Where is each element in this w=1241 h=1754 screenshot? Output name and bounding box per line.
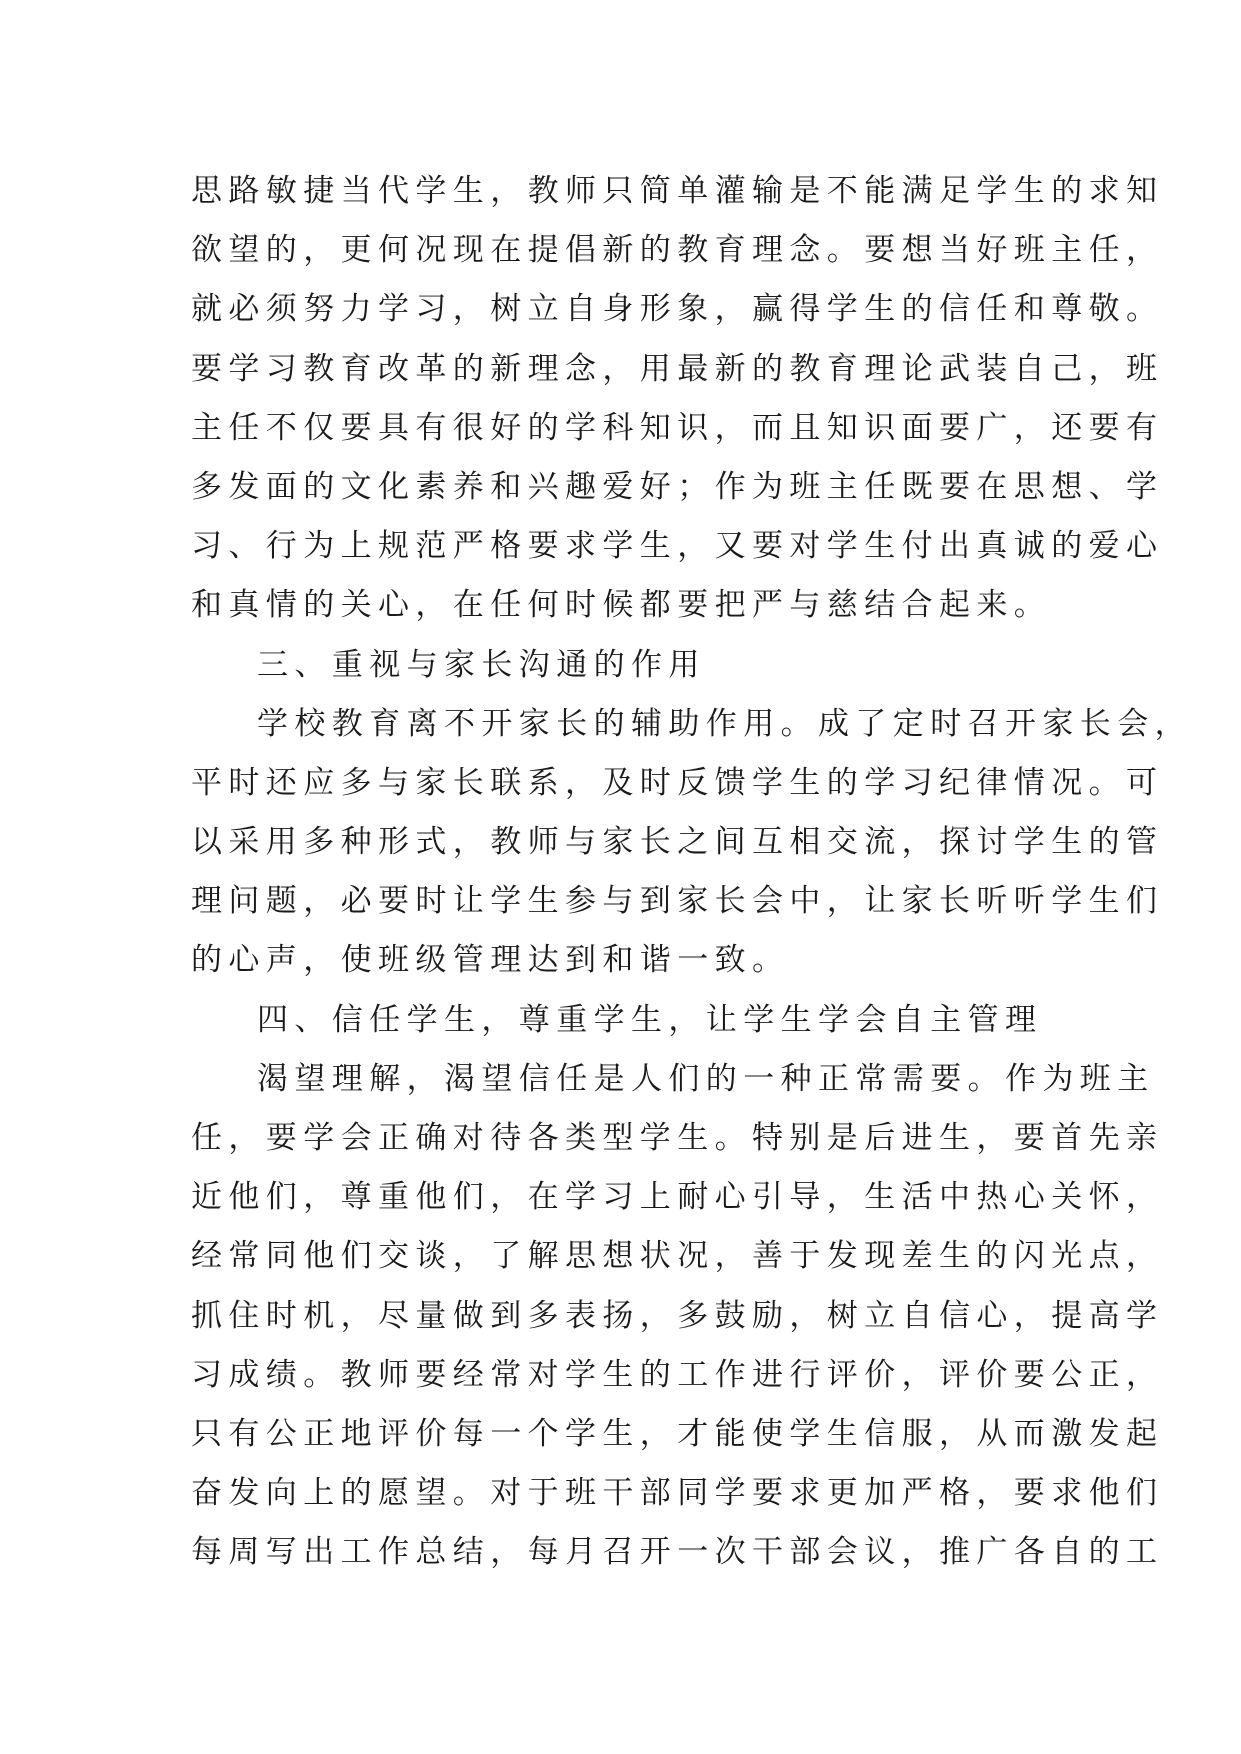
text-line: 思路敏捷当代学生，教师只简单灌输是不能满足学生的求知: [191, 173, 1164, 209]
text-line: 任，要学会正确对待各类型学生。特别是后进生，要首先亲: [191, 1120, 1164, 1156]
text-line: 主任不仅要具有很好的学科知识，而且知识面要广，还要有: [191, 409, 1164, 446]
text-line: 近他们，尊重他们，在学习上耐心引导，生活中热心关怀，: [191, 1179, 1164, 1216]
text-line: 的心声，使班级管理达到和谐一致。: [191, 942, 790, 979]
text-line: 经常同他们交谈，了解思想状况，善于发现差生的闪光点，: [191, 1238, 1164, 1275]
text-line: 就必须努力学习，树立自身形象，赢得学生的信任和尊敬。: [191, 291, 1164, 328]
paragraph-start: 渴望理解，渴望信任是人们的一种正常需要。作为班主: [257, 1060, 1155, 1097]
text-line: 抓住时机，尽量做到多表扬，多鼓励，树立自信心，提高学: [191, 1297, 1164, 1334]
section-heading-3: 三、重视与家长沟通的作用: [257, 646, 706, 683]
text-line: 每周写出工作总结，每月召开一次干部会议，推广各自的工: [191, 1534, 1164, 1571]
text-line: 习成绩。教师要经常对学生的工作进行评价，评价要公正，: [191, 1356, 1164, 1393]
text-line: 和真情的关心，在任何时候都要把严与慈结合起来。: [191, 587, 1052, 624]
body-text: [191, 162, 1192, 1583]
paragraph-start: 学校教育离不开家长的辅助作用。成了定时召开家长会，: [257, 705, 1192, 742]
text-line: 欲望的，更何况现在提倡新的教育理念。要想当好班主任，: [191, 232, 1164, 269]
text-line: 要学习教育改革的新理念，用最新的教育理论武装自己，班: [191, 350, 1164, 387]
text-line: 奋发向上的愿望。对于班干部同学要求更加严格，要求他们: [191, 1475, 1164, 1512]
text-line: 习、行为上规范严格要求学生，又要对学生付出真诚的爱心: [191, 528, 1164, 565]
text-line: 以采用多种形式，教师与家长之间互相交流，探讨学生的管: [191, 824, 1164, 861]
text-line: 多发面的文化素养和兴趣爱好；作为班主任既要在思想、学: [191, 468, 1164, 505]
text-line: 平时还应多与家长联系，及时反馈学生的学习纪律情况。可: [191, 764, 1164, 801]
text-line: 只有公正地评价每一个学生，才能使学生信服，从而激发起: [191, 1415, 1164, 1452]
text-line: 理问题，必要时让学生参与到家长会中，让家长听听学生们: [191, 883, 1164, 920]
section-heading-4: 四、信任学生，尊重学生，让学生学会自主管理: [257, 1001, 1043, 1038]
